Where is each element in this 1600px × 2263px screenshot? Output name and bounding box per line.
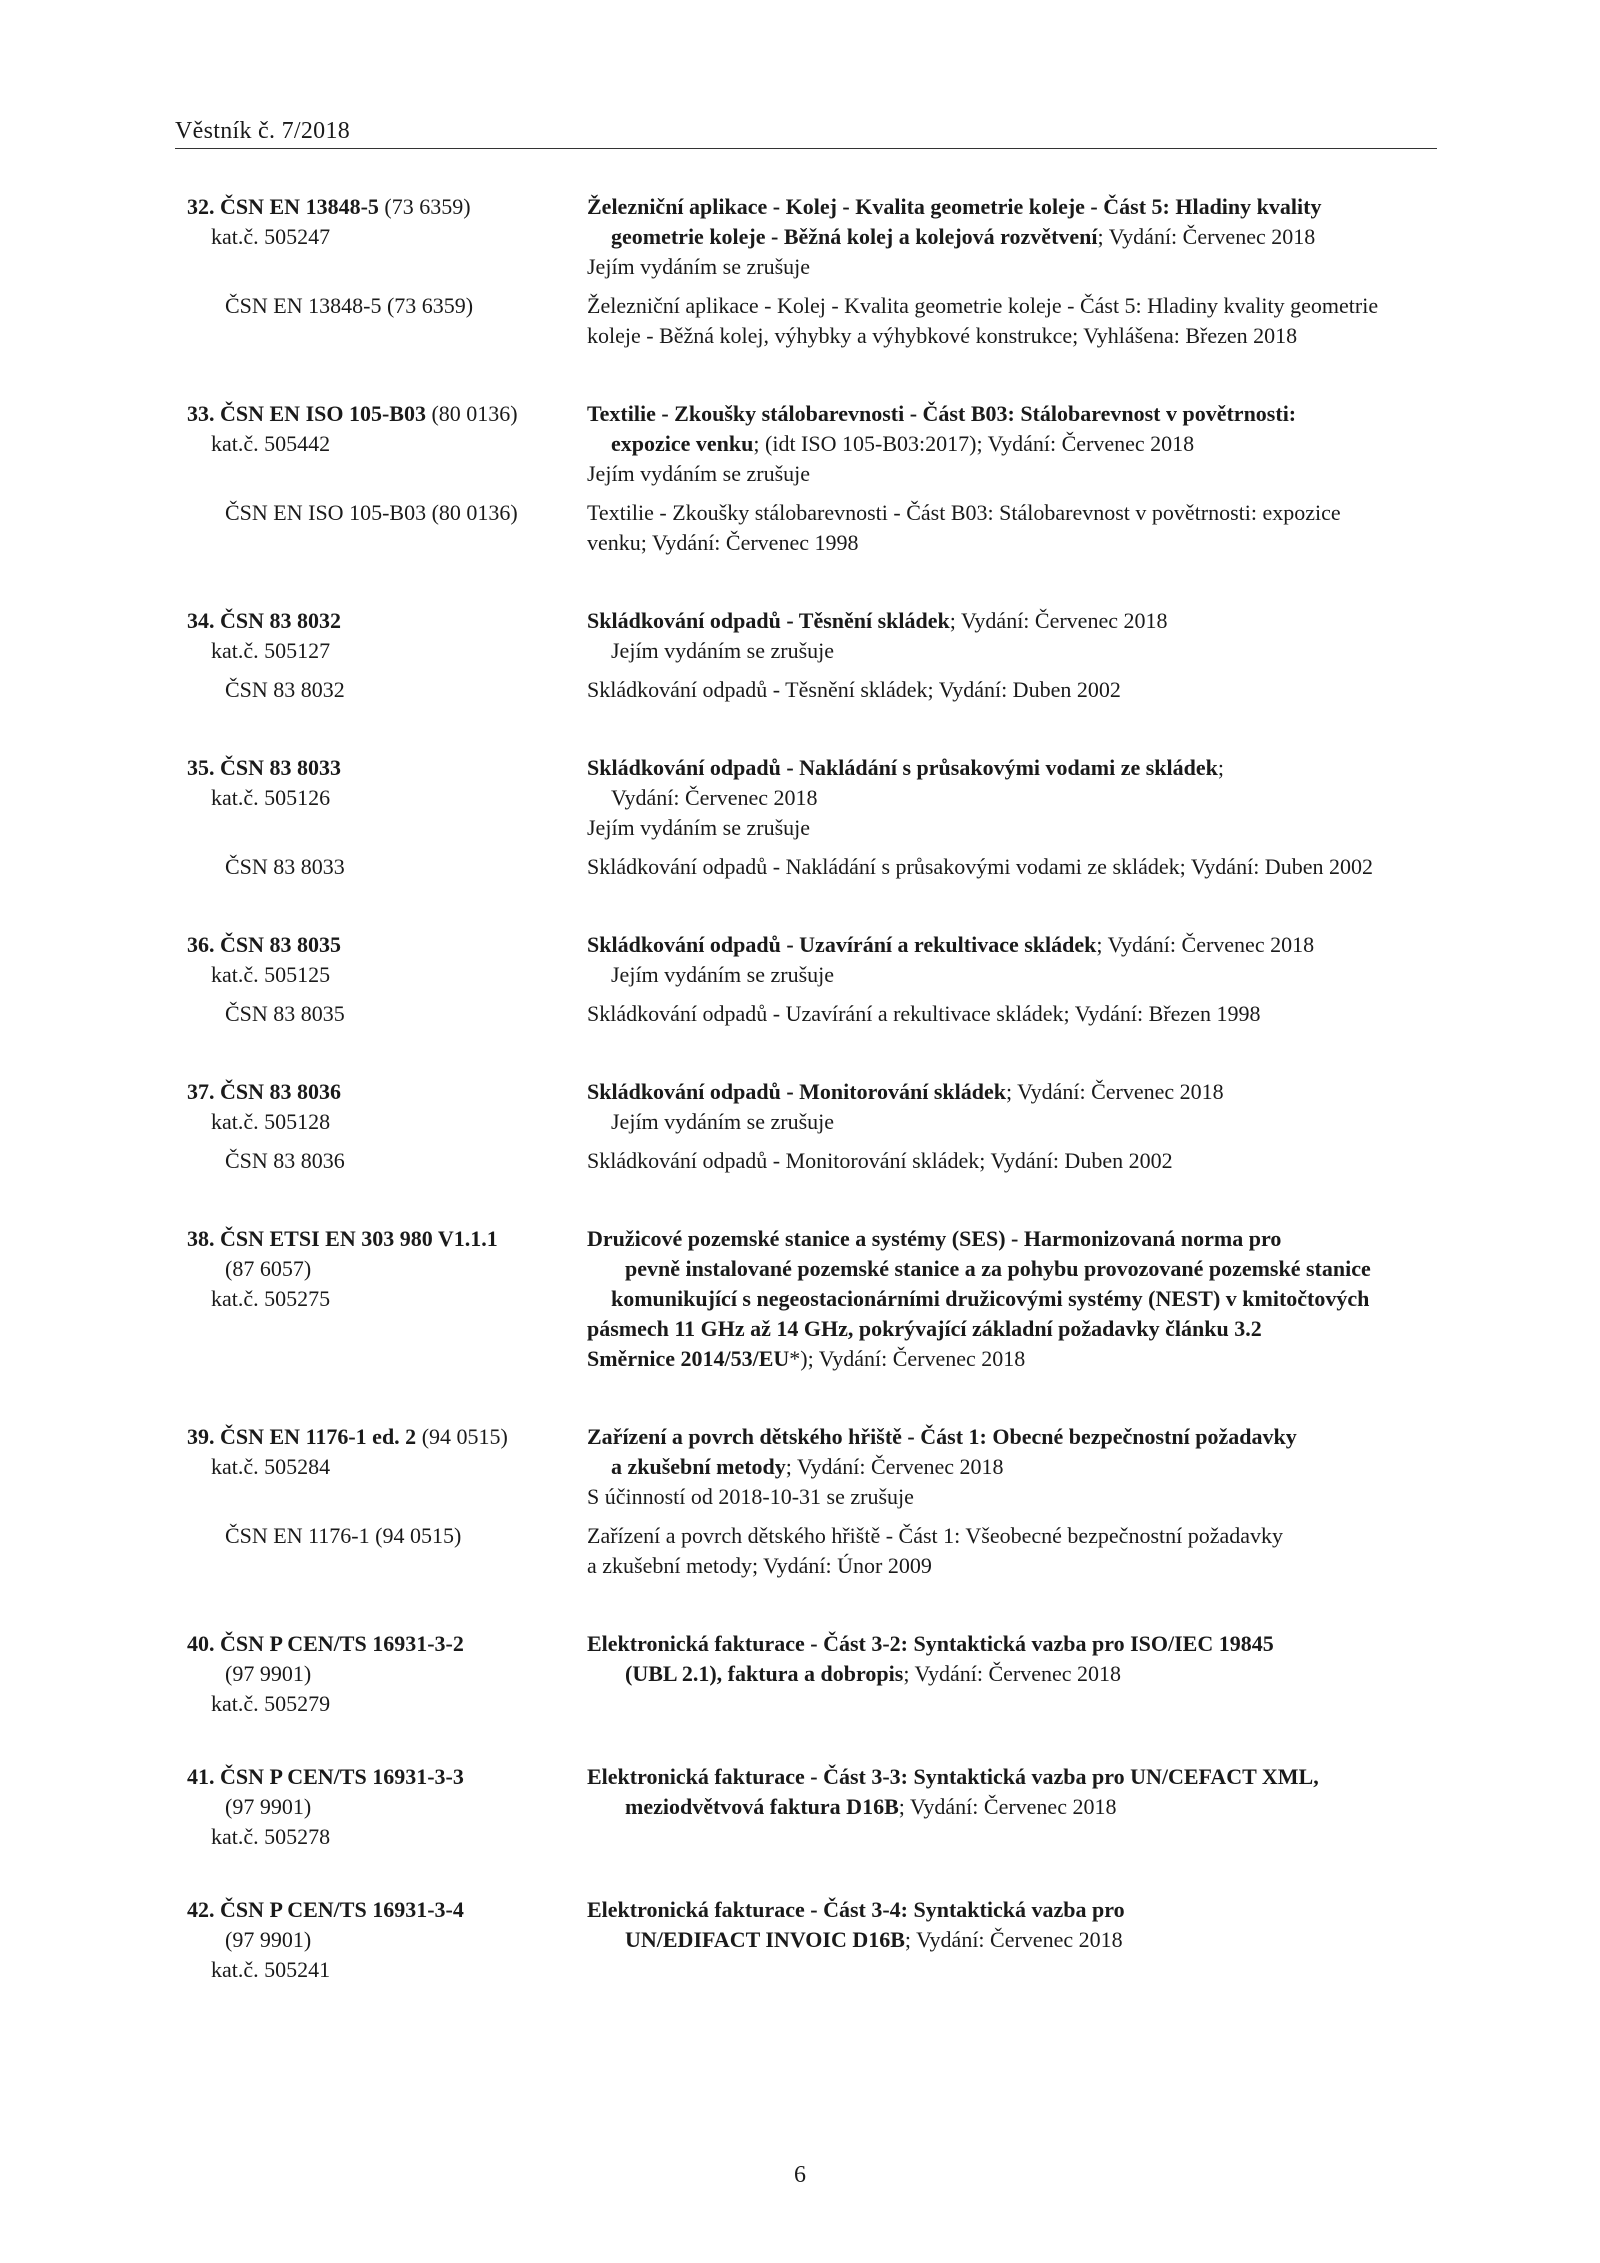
replaced-standard-title: Skládkování odpadů - Nakládání s průsakovými vodami ze skládek; Vydání: Duben 2002 [587,854,1373,879]
standard-code: ČSN 83 8033 [220,755,342,780]
standard-title: Textilie - Zkoušky stálobarevnosti - Část B03: Stálobarevnost v povětrnosti: [587,401,1297,426]
replaced-standard-title: Železniční aplikace - Kolej - Kvalita geometrie koleje - Část 5: Hladiny kvality geometrie [587,293,1379,318]
replaced-standard-title: Zařízení a povrch dětského hřiště - Část 1: Všeobecné bezpečnostní požadavky [587,1523,1284,1548]
classification-code: (97 9901) [225,1927,312,1952]
catalog-number: kat.č. 505241 [211,1957,331,1982]
classification-code: (97 9901) [225,1794,312,1819]
standard-entry-42 [187,1895,1447,1985]
entry-number: 32. [187,194,215,219]
standard-title-cont: expozice venku [611,431,754,456]
standard-title-cont: Směrnice 2014/53/EU [587,1346,790,1371]
replaced-standard-code: ČSN EN 1176-1 (94 0515) [225,1523,462,1548]
issue-date: ; Vydání: Červenec 2018 [904,1927,1123,1952]
title-punctuation: ; [1217,755,1224,780]
classification-code: (97 9901) [225,1661,312,1686]
standard-title: Skládkování odpadů - Těsnění skládek [587,608,950,633]
issue-date: ; (idt ISO 105-B03:2017); Vydání: Červenec 2018 [753,431,1195,456]
standard-code: ČSN ETSI EN 303 980 V1.1.1 [220,1226,498,1251]
standard-title-cont: komunikující s negeostacionárními družicovými systémy (NEST) v kmitočtových [611,1286,1370,1311]
entry-number: 42. [187,1897,215,1922]
classification-code: (94 0515) [421,1424,508,1449]
issue-date: ; Vydání: Červenec 2018 [949,608,1168,633]
standard-entry-32 [187,192,1447,351]
standard-title: Zařízení a povrch dětského hřiště - Část 1: Obecné bezpečnostní požadavky [587,1424,1297,1449]
standard-entry-39 [187,1422,1447,1581]
standard-title: Skládkování odpadů - Monitorování skládek [587,1079,1006,1104]
entry-number: 38. [187,1226,215,1251]
replaced-standard-title-cont: koleje - Běžná kolej, výhybky a výhybkové konstrukce; Vyhlášena: Březen 2018 [587,323,1298,348]
entry-number: 33. [187,401,215,426]
classification-code: (80 0136) [431,401,518,426]
catalog-number: kat.č. 505442 [211,431,331,456]
standard-title-cont: pevně instalované pozemské stanice a za pohybu provozované pozemské stanice [625,1256,1371,1281]
entry-number: 39. [187,1424,215,1449]
standard-title: Elektronická fakturace - Část 3-3: Syntaktická vazba pro UN/CEFACT XML, [587,1764,1319,1789]
standard-title-cont: meziodvětvová faktura D16B [625,1794,899,1819]
standard-entry-34 [187,606,1447,705]
standard-entry-38 [187,1224,1447,1374]
standard-title: Družicové pozemské stanice a systémy (SES) - Harmonizovaná norma pro [587,1226,1282,1251]
catalog-number: kat.č. 505279 [211,1691,331,1716]
withdrawal-note: Jejím vydáním se zrušuje [611,638,835,663]
standard-entry-41 [187,1762,1447,1852]
standard-title: Elektronická fakturace - Část 3-2: Syntaktická vazba pro ISO/IEC 19845 [587,1631,1274,1656]
entry-number: 35. [187,755,215,780]
replaced-standard-title: Skládkování odpadů - Monitorování skládek; Vydání: Duben 2002 [587,1148,1173,1173]
standard-title-cont: (UBL 2.1), faktura a dobropis [625,1661,904,1686]
catalog-number: kat.č. 505278 [211,1824,331,1849]
catalog-number: kat.č. 505127 [211,638,331,663]
catalog-number: kat.č. 505125 [211,962,331,987]
replaced-standard-code: ČSN EN ISO 105-B03 (80 0136) [225,500,518,525]
issue-date: ; Vydání: Červenec 2018 [898,1794,1117,1819]
standard-title: Železniční aplikace - Kolej - Kvalita geometrie koleje - Část 5: Hladiny kvality [587,194,1322,219]
page-number: 6 [794,2162,806,2188]
replaced-standard-code: ČSN 83 8036 [225,1148,345,1173]
issue-date: ; Vydání: Červenec 2018 [903,1661,1122,1686]
replaced-standard-title: Skládkování odpadů - Uzavírání a rekultivace skládek; Vydání: Březen 1998 [587,1001,1261,1026]
withdrawal-note: Jejím vydáním se zrušuje [587,815,811,840]
standard-title-cont: a zkušební metody [611,1454,786,1479]
replaced-standard-title-cont: a zkušební metody; Vydání: Únor 2009 [587,1553,932,1578]
standard-entry-37 [187,1077,1447,1176]
catalog-number: kat.č. 505284 [211,1454,331,1479]
standard-code: ČSN 83 8036 [220,1079,342,1104]
catalog-number: kat.č. 505128 [211,1109,331,1134]
standard-title: Skládkování odpadů - Nakládání s průsakovými vodami ze skládek [587,755,1218,780]
standard-code: ČSN 83 8035 [220,932,342,957]
withdrawal-note: Jejím vydáním se zrušuje [587,254,811,279]
standard-title-cont: UN/EDIFACT INVOIC D16B [625,1927,905,1952]
replaced-standard-code: ČSN EN 13848-5 (73 6359) [225,293,474,318]
entry-number: 36. [187,932,215,957]
classification-code: (87 6057) [225,1256,312,1281]
standard-code: ČSN P CEN/TS 16931-3-2 [220,1631,464,1656]
standard-code: ČSN 83 8032 [220,608,342,633]
standard-entry-36 [187,930,1447,1029]
standard-title-cont: geometrie koleje - Běžná kolej a kolejová rozvětvení [611,224,1098,249]
standards-list [187,192,1447,1985]
issue-date: ; Vydání: Červenec 2018 [1097,224,1316,249]
standard-code: ČSN P CEN/TS 16931-3-4 [220,1897,464,1922]
standard-entry-33 [187,399,1447,558]
replaced-standard-code: ČSN 83 8035 [225,1001,345,1026]
issue-date: ; Vydání: Červenec 2018 [1096,932,1315,957]
issue-date: ; Vydání: Červenec 2018 [1005,1079,1224,1104]
catalog-number: kat.č. 505126 [211,785,331,810]
replaced-standard-code: ČSN 83 8032 [225,677,345,702]
entry-number: 34. [187,608,215,633]
journal-title: Věstník č. 7/2018 [175,118,351,144]
withdrawal-note: Jejím vydáním se zrušuje [611,962,835,987]
standard-title: Skládkování odpadů - Uzavírání a rekultivace skládek [587,932,1097,957]
standard-code: ČSN EN 1176-1 ed. 2 [220,1424,417,1449]
issue-date: Vydání: Červenec 2018 [611,785,818,810]
withdrawal-note: Jejím vydáním se zrušuje [611,1109,835,1134]
replaced-standard-code: ČSN 83 8033 [225,854,345,879]
withdrawal-note: Jejím vydáním se zrušuje [587,461,811,486]
standard-code: ČSN EN ISO 105-B03 [220,401,426,426]
replaced-standard-title: Textilie - Zkoušky stálobarevnosti - Část B03: Stálobarevnost v povětrnosti: expozice [587,500,1341,525]
standard-entry-40 [187,1629,1447,1719]
entry-number: 40. [187,1631,215,1656]
replaced-standard-title-cont: venku; Vydání: Červenec 1998 [587,530,859,555]
issue-date: ; Vydání: Červenec 2018 [785,1454,1004,1479]
standard-title-cont: pásmech 11 GHz až 14 GHz, pokrývající základní požadavky článku 3.2 [587,1316,1262,1341]
standard-entry-35 [187,753,1447,882]
catalog-number: kat.č. 505275 [211,1286,331,1311]
entry-number: 37. [187,1079,215,1104]
standard-code: ČSN P CEN/TS 16931-3-3 [220,1764,464,1789]
catalog-number: kat.č. 505247 [211,224,331,249]
classification-code: (73 6359) [384,194,471,219]
issue-date: *); Vydání: Červenec 2018 [789,1346,1026,1371]
standard-title: Elektronická fakturace - Část 3-4: Syntaktická vazba pro [587,1897,1125,1922]
entry-number: 41. [187,1764,215,1789]
standard-code: ČSN EN 13848-5 [220,194,379,219]
page-header [175,112,1437,149]
replaced-standard-title: Skládkování odpadů - Těsnění skládek; Vydání: Duben 2002 [587,677,1121,702]
withdrawal-note: S účinností od 2018-10-31 se zrušuje [587,1484,914,1509]
